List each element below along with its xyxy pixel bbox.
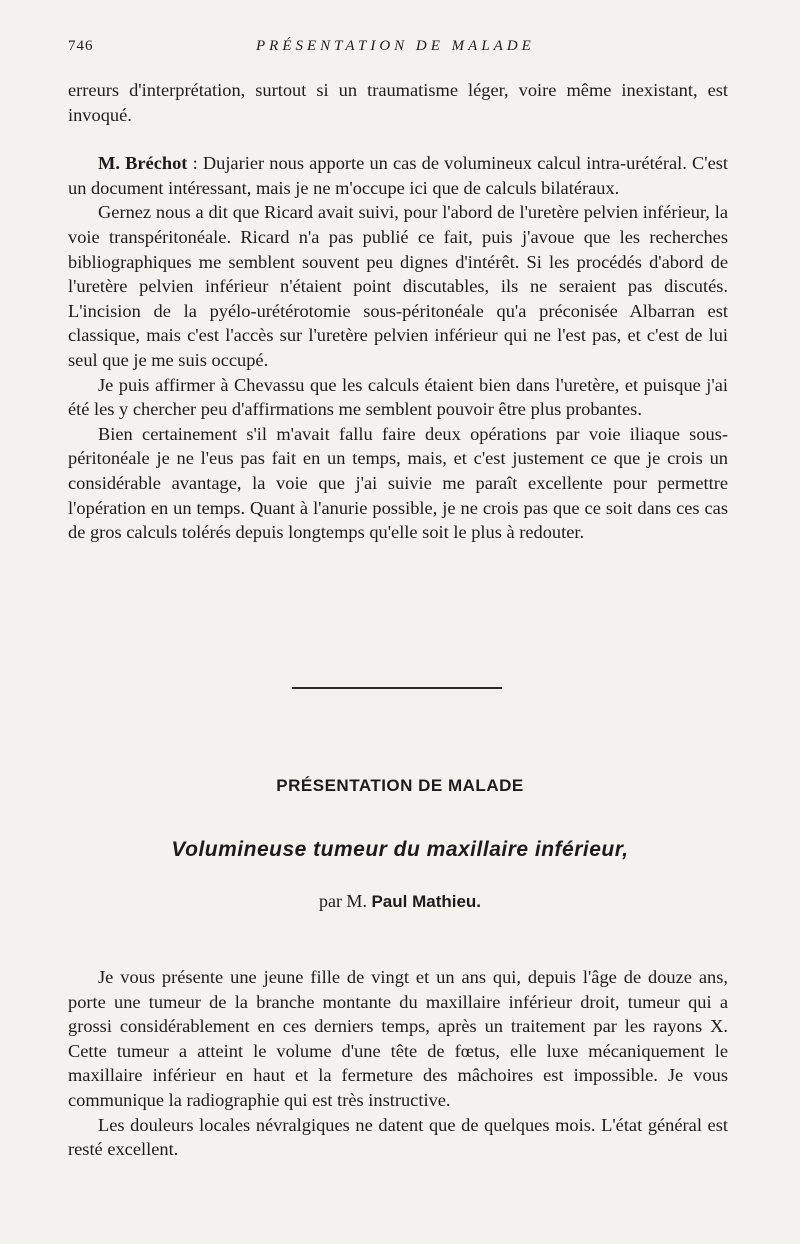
paragraph: [68, 151, 728, 200]
paragraph-text: : Dujarier nous apporte un cas de volumineux calcul intra-urétéral. C'est un document intéressant, mais je ne m'occupe ici que de calculs bilatéraux.: [68, 153, 728, 198]
paragraph: Bien certainement s'il m'avait fallu faire deux opérations par voie iliaque sous-péritonéale je ne l'eus pas fait en un temps, mais, et c'est justement ce que je crois un considérable avantage, la voie que j'ai suivie me paraît excellente pour permettre l'opération en un temps. Quant à l'anurie possible, je ne crois pas que ce soit dans ces cas de gros calculs tolérés depuis longtemps qu'elle soit le plus à redouter.: [68, 423, 728, 543]
author-name: Paul Mathieu.: [371, 892, 482, 911]
running-title: PRÉSENTATION DE MALADE: [256, 38, 535, 54]
paragraph: Je puis affirmer à Chevassu que les calculs étaient bien dans l'uretère, et puisque j'ai été les y chercher peu d'affirmations me semblent pouvoir être plus probantes.: [68, 374, 728, 420]
page-header: [68, 38, 728, 60]
paragraph: Je vous présente une jeune fille de vingt et un ans qui, depuis l'âge de douze ans, porte une tumeur de la branche montante du maxillaire inférieur droit, tumeur qui a grossi considérablement en ces derniers temps, après un traitement par les rayons X. Cette tumeur a atteint le volume d'une tête de fœtus, elle luxe mécaniquement le maxillaire inférieur en haut et la fermeture des mâchoires est impossible. Je vous communique la radiographie qui est très instructive.: [68, 967, 728, 1110]
section-divider: [292, 687, 502, 689]
page-number: 746: [68, 38, 94, 54]
discussion-text: [68, 78, 728, 545]
article-title: Volumineuse tumeur du maxillaire inférieur,: [171, 838, 629, 861]
paragraph: erreurs d'interprétation, surtout si un traumatisme léger, voire même inexistant, est invoqué.: [68, 80, 728, 125]
byline: [0, 891, 800, 912]
paragraph: Les douleurs locales névralgiques ne datent que de quelques mois. L'état général est resté excellent.: [68, 1114, 728, 1160]
section-heading: PRÉSENTATION DE MALADE: [276, 776, 524, 795]
paragraph: Gernez nous a dit que Ricard avait suivi, pour l'abord de l'uretère pelvien inférieur, la voie transpéritonéale. Ricard n'a pas publié ce fait, puis j'avoue que les recherches bibliographiques me semblent souvent peu dignes d'intérêt. Si les procédés d'abord de l'uretère pelvien inférieur n'étaient point discutables, ils ne seraient pas discutés. L'incision de la pyélo-urétérotomie sous-péritonéale qu'a préconisée Albarran est classique, mais c'est l'accès sur l'uretère pelvien inférieur qui ne l'est pas, et c'est de lui seul que je me suis occupé.: [68, 202, 728, 370]
speaker-name: M. Bréchot: [98, 153, 188, 174]
byline-prefix: par M.: [318, 891, 372, 911]
case-text: [68, 965, 728, 1162]
